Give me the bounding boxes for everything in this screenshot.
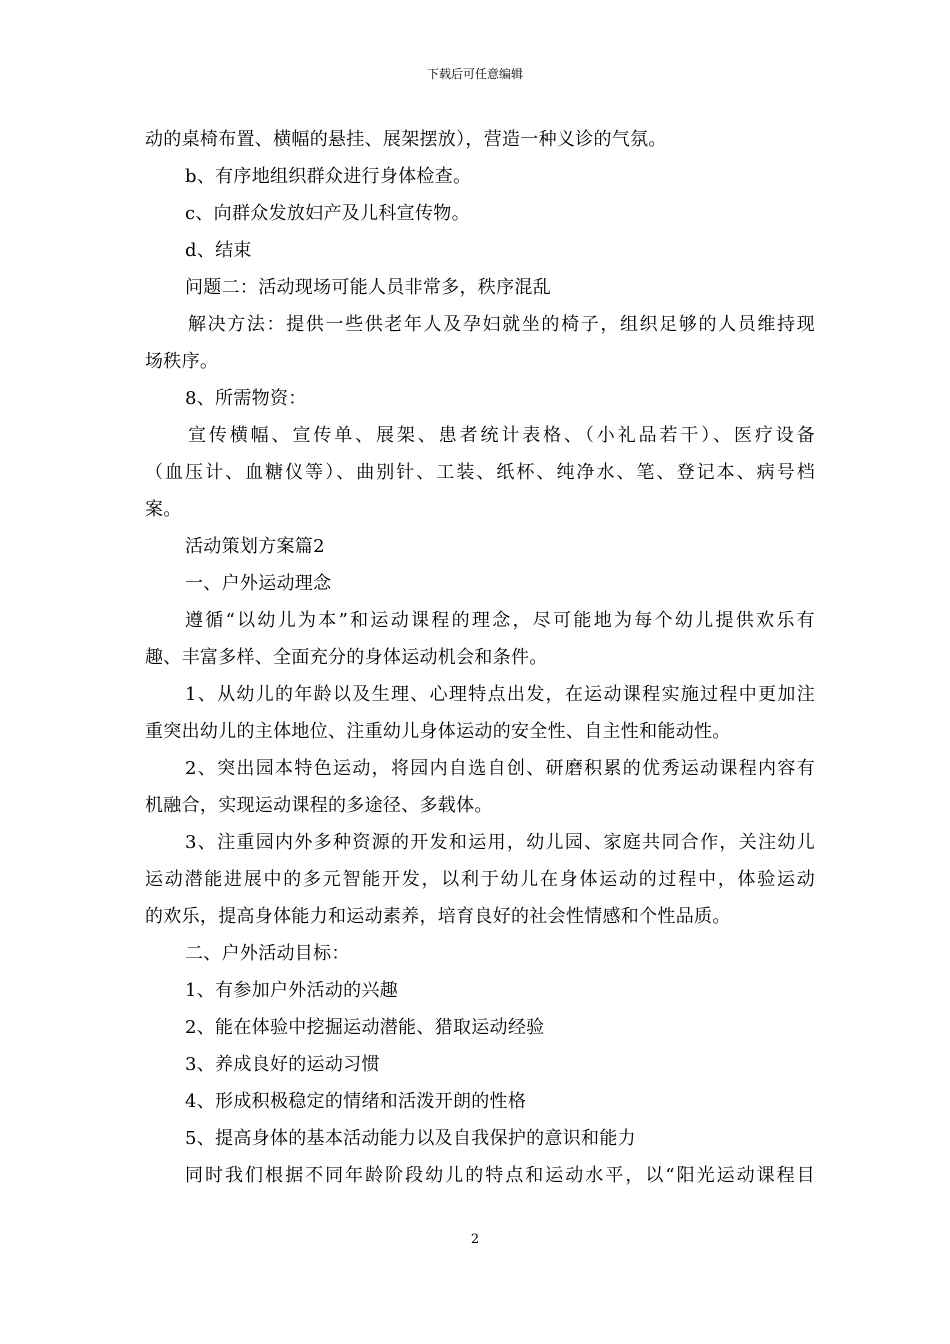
text-line: 同时我们根据不同年龄阶段幼儿的特点和运动水平，以“阳光运动课程目 (185, 1165, 815, 1186)
text-line: 重突出幼儿的主体地位、注重幼儿身体运动的安全性、自主性和能动性。 (145, 721, 731, 742)
page-header: 下载后可任意编辑 (426, 67, 523, 81)
text-line: 运动潜能进展中的多元智能开发，以利于幼儿在身体运动的过程中，体验运动 (145, 869, 815, 890)
text-line: 1、有参加户外活动的兴趣 (185, 980, 399, 1001)
text-line: d、结束 (185, 240, 252, 261)
text-line: 动的桌椅布置、横幅的悬挂、展架摆放），营造一种义诊的气氛。 (145, 129, 667, 150)
text-line: 4、形成积极稳定的情绪和活泼开朗的性格 (185, 1091, 527, 1112)
text-line: 8、所需物资： (185, 388, 307, 409)
text-line: 机融合，实现运动课程的多途径、多载体。 (145, 795, 493, 816)
text-line: 二、户外活动目标： (185, 943, 350, 964)
text-line: 遵循“以幼儿为本”和运动课程的理念，尽可能地为每个幼儿提供欢乐有 (185, 610, 815, 631)
text-line: 问题二：活动现场可能人员非常多，秩序混乱 (185, 277, 551, 298)
text-line: 场秩序。 (145, 351, 219, 372)
text-line: 2、能在体验中挖掘运动潜能、猎取运动经验 (185, 1017, 545, 1038)
text-line: 1、从幼儿的年龄以及生理、心理特点出发，在运动课程实施过程中更加注 (185, 684, 815, 705)
text-line: 一、户外运动理念 (185, 573, 332, 594)
text-line: c、向群众发放妇产及儿科宣传物。 (185, 203, 470, 224)
text-line: 5、提高身体的基本活动能力以及自我保护的意识和能力 (185, 1128, 636, 1149)
text-line: （血压计、血糖仪等）、曲别针、工装、纸杯、纯净水、笔、登记本、病号档 (145, 462, 815, 483)
document-body (145, 121, 815, 1194)
text-line: 3、注重园内外多种资源的开发和运用，幼儿园、家庭共同合作，关注幼儿 (185, 832, 815, 853)
text-line: 活动策划方案篇2 (185, 536, 325, 557)
text-line: 3、养成良好的运动习惯 (185, 1054, 380, 1075)
text-line: 案。 (145, 499, 182, 520)
text-line: 的欢乐，提高身体能力和运动素养，培育良好的社会性情感和个性品质。 (145, 906, 731, 927)
text-line: 2、突出园本特色运动，将园内自选自创、研磨积累的优秀运动课程内容有 (185, 758, 815, 779)
text-line: 解决方法：提供一些供老年人及孕妇就坐的椅子，组织足够的人员维持现 (188, 314, 815, 335)
page-number: 2 (470, 1232, 480, 1247)
text-line: 趣、丰富多样、全面充分的身体运动机会和条件。 (145, 647, 548, 668)
text-line: b、有序地组织群众进行身体检查。 (185, 166, 472, 187)
text-line: 宣传横幅、宣传单、展架、患者统计表格、（小礼品若干）、医疗设备 (188, 425, 815, 446)
